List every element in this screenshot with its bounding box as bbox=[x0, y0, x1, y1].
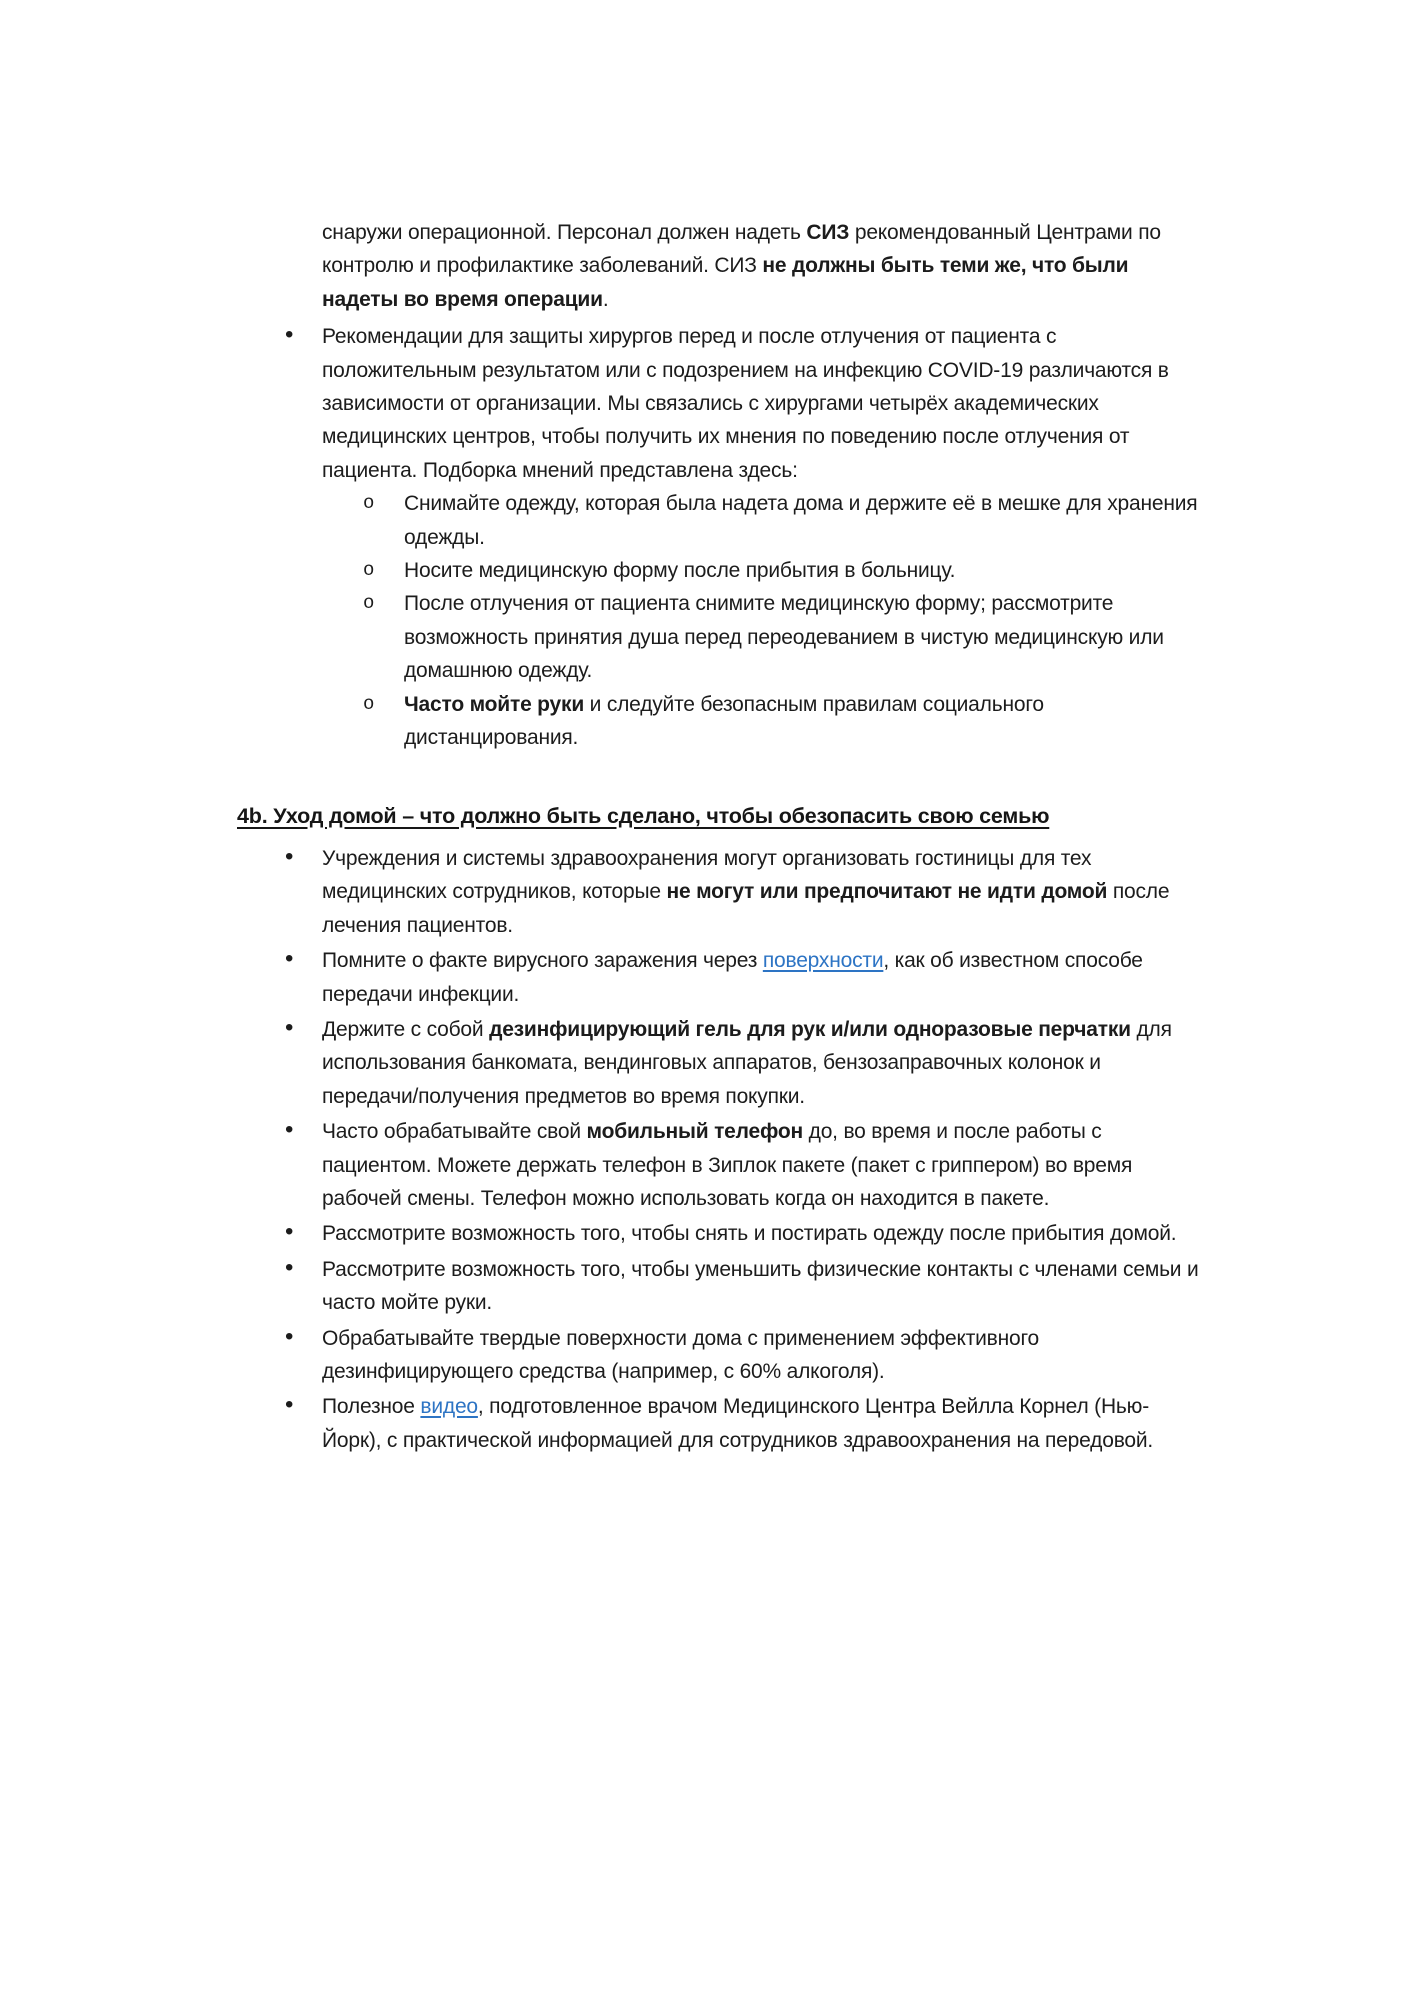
bullet-icon: • bbox=[285, 842, 294, 870]
text-run: Обрабатывайте твердые поверхности дома с применением эффективного дезинфицирующего средства (например, с 60% алкоголя). bbox=[322, 1326, 1039, 1383]
section-heading: 4b. Уход домой – что должно быть сделано, чтобы обезопасить свою семью bbox=[237, 803, 1050, 828]
list-item-text bbox=[322, 1120, 1132, 1210]
list-item-text bbox=[404, 693, 1044, 749]
text-run: Рекомендации для защиты хирургов перед и после отлучения от пациента с положительным результатом или с подозрением на инфекцию COVID-19 различаются в зависимости от организации. Мы связались с хирургами четырёх академических медицинских центров, чтобы получить их мнения по поведению после отлучения от пациента. Подборка мнений представлена здесь: bbox=[322, 325, 1169, 482]
bullet-icon: • bbox=[285, 1013, 294, 1041]
bullet-icon: • bbox=[285, 1322, 294, 1350]
list-item bbox=[363, 688, 1202, 755]
video-link[interactable]: видео bbox=[420, 1395, 478, 1419]
circle-bullet-icon: o bbox=[363, 559, 375, 582]
list-item-text bbox=[322, 949, 1143, 1005]
text-run: снаружи операционной. Персонал должен надеть bbox=[322, 221, 807, 244]
list-item bbox=[285, 320, 1202, 754]
text-run: Снимайте одежду, которая была надета дома и держите её в мешке для хранения одежды. bbox=[404, 492, 1198, 549]
sub-list bbox=[322, 487, 1202, 754]
text-run: для использования банкомата, вендинговых аппаратов, бензозаправочных колонок и передачи/получения предметов во время покупки. bbox=[322, 1017, 1172, 1108]
text-run: до, во время и после работы с пациентом. Можете держать телефон в Зиплок пакете (пакет с гриппером) во время рабочей смены. Телефон можно использовать когда он находится в пакете. bbox=[322, 1120, 1133, 1210]
list-item bbox=[285, 1322, 1202, 1389]
list-item-text bbox=[322, 1395, 1153, 1451]
text-run: Держите с собой bbox=[322, 1017, 490, 1041]
list-item bbox=[363, 587, 1202, 687]
circle-bullet-icon: o bbox=[363, 492, 375, 515]
list-item-text bbox=[322, 1258, 1199, 1314]
list-item bbox=[285, 842, 1202, 942]
text-run: и следуйте безопасным правилам социального дистанцирования. bbox=[404, 692, 1044, 750]
list-item-text bbox=[322, 325, 1169, 482]
list-item bbox=[363, 554, 1202, 587]
text-run: Рассмотрите возможность того, чтобы снять и постирать одежду после прибытия домой. bbox=[322, 1222, 1177, 1246]
list-item bbox=[285, 944, 1202, 1011]
text-run: Рассмотрите возможность того, чтобы уменьшить физические контакты с членами семьи и часто мойте руки. bbox=[322, 1257, 1199, 1315]
text-run: Полезное bbox=[322, 1395, 421, 1419]
text-run: СИЗ bbox=[806, 221, 850, 244]
text-run: , подготовленное врачом Медицинского Центра Вейлла Корнел (Нью-Йорк), с практической информацией для сотрудников здравоохранения на передовой. bbox=[322, 1395, 1154, 1452]
text-run: Учреждения и системы здравоохранения могут организовать гостиницы для тех медицинских сотрудников, которые bbox=[322, 846, 1092, 904]
text-run: . bbox=[602, 287, 609, 311]
text-run: мобильный телефон bbox=[586, 1120, 804, 1144]
bullet-icon: • bbox=[285, 1218, 294, 1246]
going-home-list bbox=[0, 842, 1413, 1457]
list-item bbox=[285, 1390, 1202, 1457]
list-item bbox=[285, 1013, 1202, 1113]
intro-paragraph bbox=[322, 216, 1202, 316]
text-run: рекомендованный Центрами по контролю и профилактике заболеваний. СИЗ bbox=[322, 221, 1161, 278]
list-item-text bbox=[322, 1327, 1039, 1383]
list-item-text bbox=[322, 1222, 1176, 1245]
circle-bullet-icon: o bbox=[363, 592, 375, 615]
text-run: , как об известном способе передачи инфекции. bbox=[322, 949, 1143, 1006]
ppe-recommendations-list bbox=[0, 320, 1413, 754]
list-item-text bbox=[404, 559, 955, 582]
list-item-text bbox=[322, 847, 1169, 937]
text-run: не должны быть теми же, что были надеты во время операции bbox=[322, 254, 1129, 311]
list-item bbox=[363, 487, 1202, 554]
bullet-icon: • bbox=[285, 1253, 294, 1281]
list-item-text bbox=[404, 492, 1197, 548]
text-run: дезинфицирующий гель для рук и/или одноразовые перчатки bbox=[489, 1017, 1131, 1041]
bullet-icon: • bbox=[285, 1116, 294, 1144]
list-item bbox=[285, 1217, 1202, 1250]
text-run: Часто мойте руки bbox=[404, 692, 585, 716]
bullet-icon: • bbox=[285, 321, 294, 349]
surfaces-link[interactable]: поверхности bbox=[762, 949, 884, 973]
list-item-text bbox=[322, 1018, 1172, 1108]
text-run: после лечения пациентов. bbox=[322, 880, 1170, 937]
text-run: После отлучения от пациента снимите медицинскую форму; рассмотрите возможность принятия душа перед переодеванием в чистую медицинскую или домашнюю одежду. bbox=[404, 592, 1164, 683]
text-run: Помните о факте вирусного заражения через bbox=[322, 949, 763, 973]
list-item bbox=[285, 1115, 1202, 1215]
list-item bbox=[285, 1253, 1202, 1320]
text-run: Носите медицинскую форму после прибытия в больницу. bbox=[404, 559, 956, 583]
text-run: не могут или предпочитают не идти домой bbox=[666, 880, 1108, 904]
text-run: Часто обрабатывайте свой bbox=[322, 1120, 587, 1144]
list-item-text bbox=[404, 592, 1164, 682]
bullet-icon: • bbox=[285, 1391, 294, 1419]
circle-bullet-icon: o bbox=[363, 692, 375, 715]
bullet-icon: • bbox=[285, 945, 294, 973]
